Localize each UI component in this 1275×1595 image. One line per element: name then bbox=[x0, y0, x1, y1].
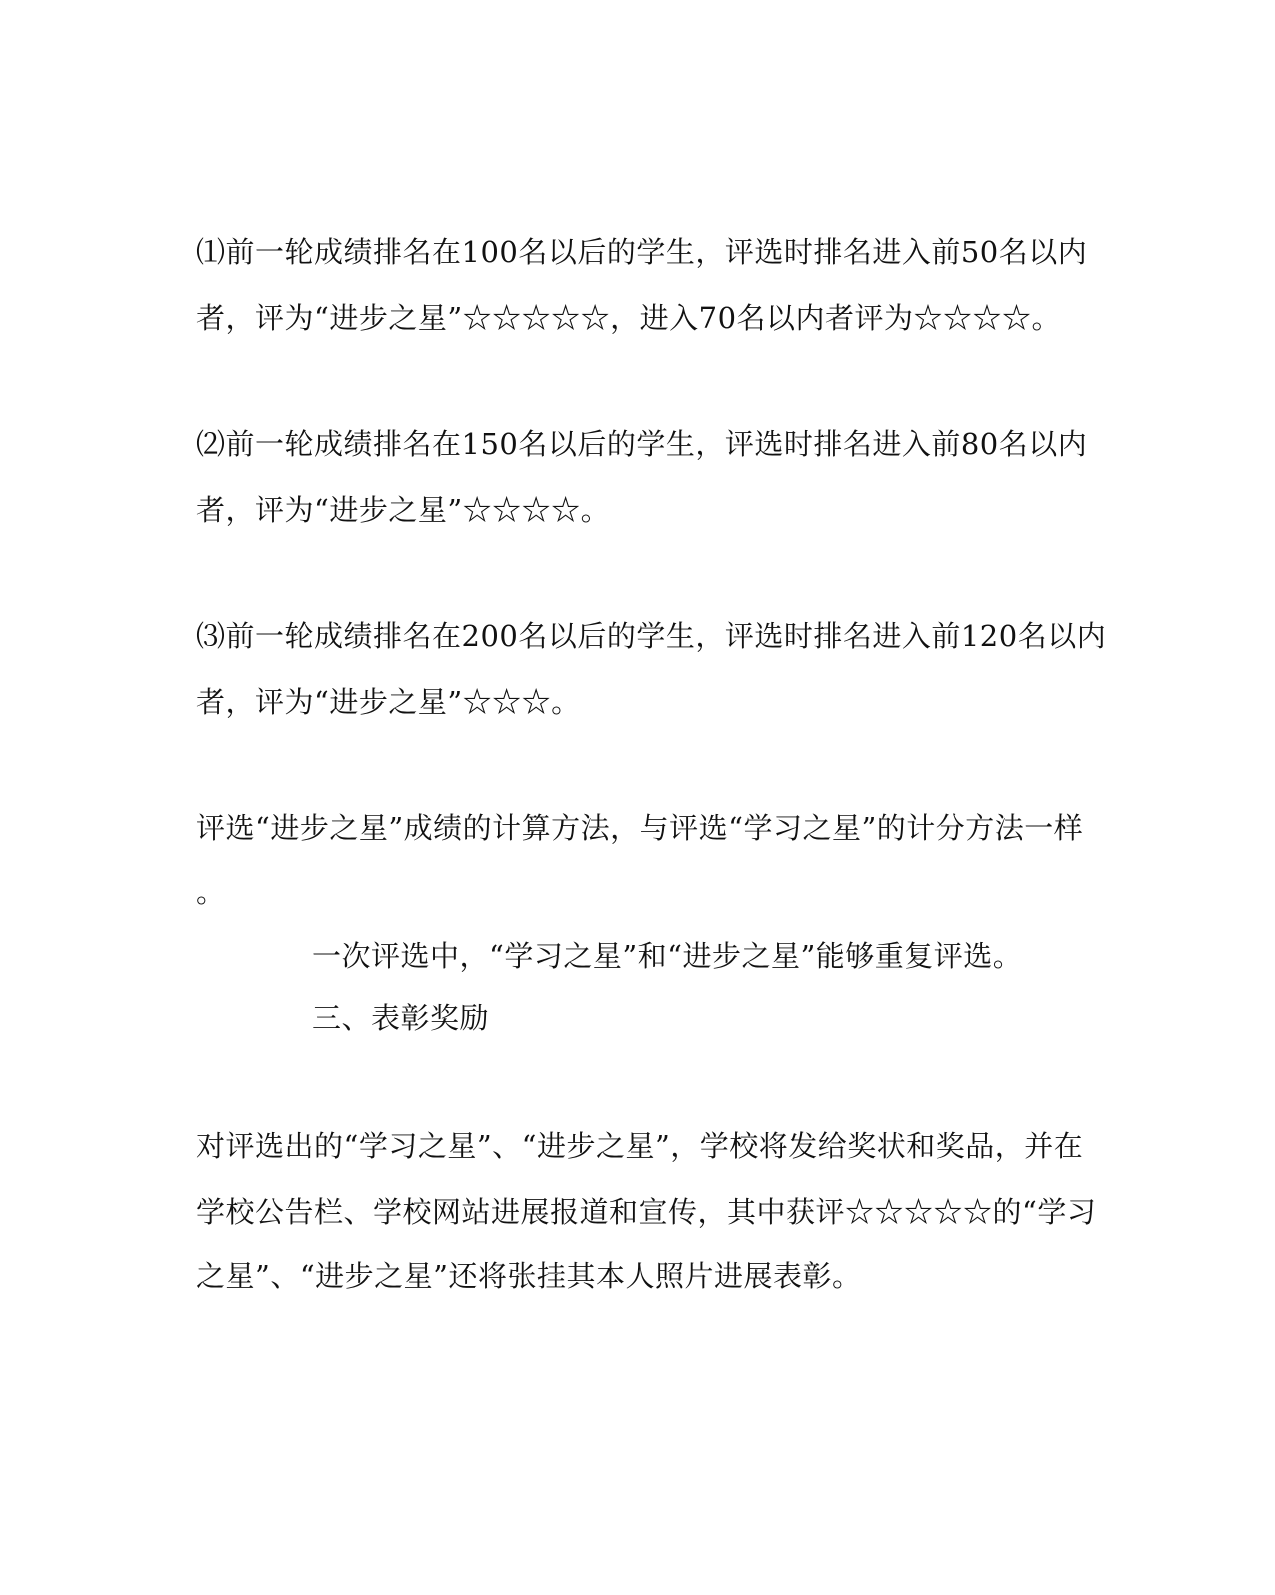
paragraph-item-3-line-2: 者，评为“进步之星”☆☆☆。 bbox=[196, 685, 581, 719]
paragraph-repeat-note: 一次评选中，“学习之星”和“进步之星”能够重复评选。 bbox=[312, 939, 1023, 973]
paragraph-calc-method-line-1: 评选“进步之星”成绩的计算方法，与评选“学习之星”的计分方法一样 bbox=[196, 811, 1084, 845]
paragraph-item-1-line-1: ⑴前一轮成绩排名在100名以后的学生，评选时排名进入前50名以内 bbox=[196, 235, 1088, 269]
paragraph-rewards-line-1: 对评选出的“学习之星”、“进步之星”，学校将发给奖状和奖品，并在 bbox=[196, 1129, 1084, 1163]
paragraph-rewards-line-3: 之星”、“进步之星”还将张挂其本人照片进展表彰。 bbox=[196, 1259, 862, 1293]
paragraph-item-2-line-2: 者，评为“进步之星”☆☆☆☆。 bbox=[196, 493, 611, 527]
paragraph-item-3-line-1: ⑶前一轮成绩排名在200名以后的学生，评选时排名进入前120名以内 bbox=[196, 619, 1107, 653]
paragraph-rewards-line-2: 学校公告栏、学校网站进展报道和宣传，其中获评☆☆☆☆☆的“学习 bbox=[196, 1195, 1097, 1229]
paragraph-item-1-line-2: 者，评为“进步之星”☆☆☆☆☆，进入70名以内者评为☆☆☆☆。 bbox=[196, 301, 1062, 335]
paragraph-calc-method-line-2: 。 bbox=[196, 875, 226, 909]
paragraph-item-2-line-1: ⑵前一轮成绩排名在150名以后的学生，评选时排名进入前80名以内 bbox=[196, 427, 1088, 461]
section-heading-rewards: 三、表彰奖励 bbox=[312, 1001, 490, 1035]
